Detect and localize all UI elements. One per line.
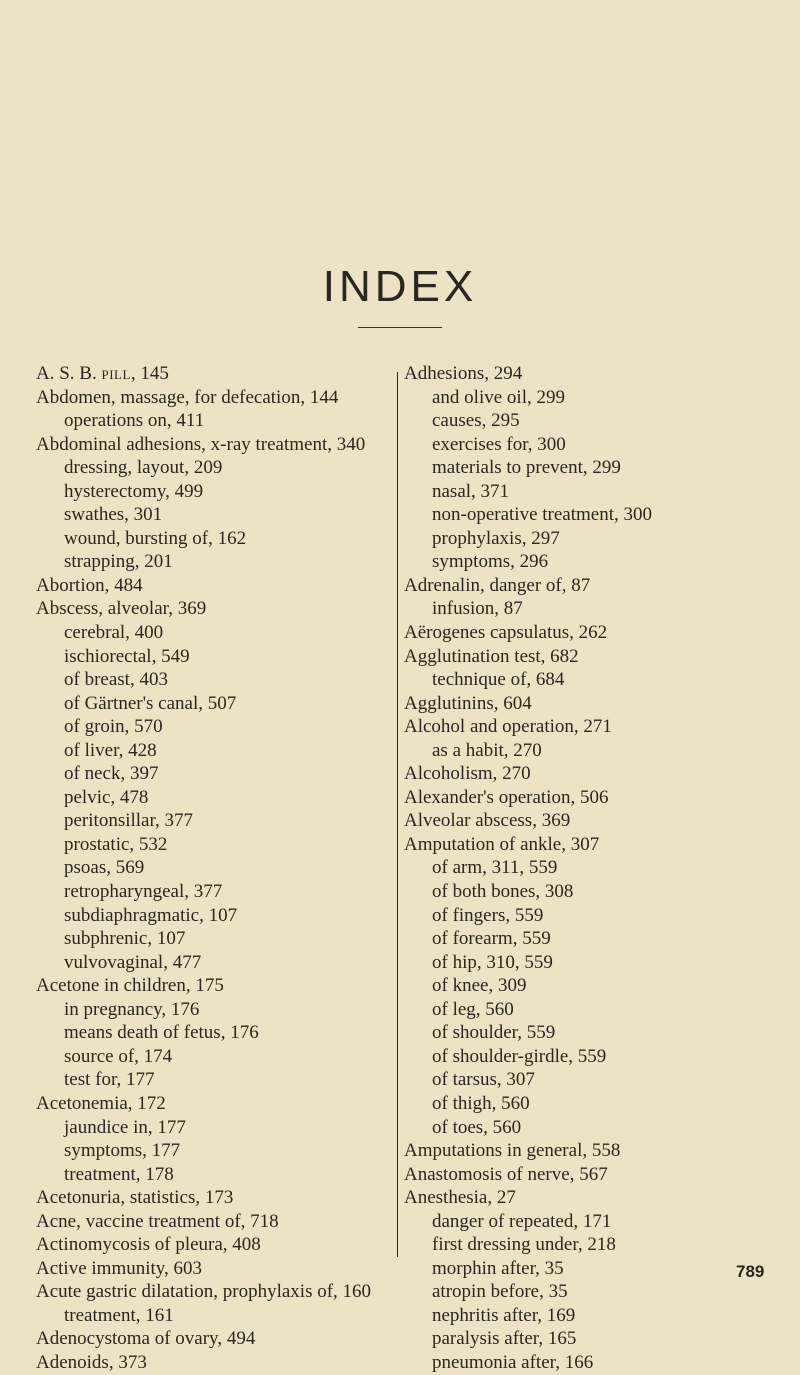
index-entry: of breast, 403 bbox=[64, 669, 168, 691]
index-entry: Alcohol and operation, 271 bbox=[404, 716, 612, 738]
index-entry: hysterectomy, 499 bbox=[64, 480, 204, 502]
index-entry: pneumonia after, 166 bbox=[432, 1351, 594, 1373]
title-rule bbox=[358, 327, 442, 328]
index-entry: causes, 295 bbox=[432, 410, 520, 432]
index-entry: Agglutinins, 604 bbox=[404, 692, 532, 714]
index-entry: Amputation of ankle, 307 bbox=[404, 833, 600, 855]
index-entry: of Gärtner's canal, 507 bbox=[64, 692, 237, 714]
index-entry: Alveolar abscess, 369 bbox=[404, 810, 571, 832]
index-entry: of fingers, 559 bbox=[432, 904, 544, 926]
index-entry: Acute gastric dilatation, prophylaxis of, 160 bbox=[36, 1281, 372, 1303]
index-entry: of tarsus, 307 bbox=[432, 1069, 535, 1091]
index-entry: of liver, 428 bbox=[64, 739, 157, 761]
index-entry: infusion, 87 bbox=[432, 598, 523, 620]
index-entry: source of, 174 bbox=[64, 1045, 173, 1067]
index-entry: Acetonemia, 172 bbox=[36, 1092, 166, 1114]
index-entry: Amputations in general, 558 bbox=[404, 1140, 621, 1162]
index-entry: treatment, 178 bbox=[64, 1163, 174, 1185]
index-entry: Abortion, 484 bbox=[36, 574, 143, 596]
index-entry: Alexander's operation, 506 bbox=[404, 786, 609, 808]
index-entry: Adenocystoma of ovary, 494 bbox=[36, 1328, 256, 1350]
index-entry: Abscess, alveolar, 369 bbox=[36, 598, 207, 620]
page-title: INDEX bbox=[322, 262, 478, 311]
index-entry: paralysis after, 165 bbox=[432, 1328, 577, 1350]
index-entry: jaundice in, 177 bbox=[64, 1116, 186, 1138]
column-divider bbox=[397, 372, 398, 1257]
index-entry: materials to prevent, 299 bbox=[432, 457, 621, 479]
index-entry: of arm, 311, 559 bbox=[432, 857, 558, 879]
index-entry: Aërogenes capsulatus, 262 bbox=[404, 622, 608, 644]
index-entry: ischiorectal, 549 bbox=[64, 645, 190, 667]
index-entry: Adhesions, 294 bbox=[404, 363, 523, 384]
index-entry: atropin before, 35 bbox=[432, 1281, 568, 1303]
index-entry: of groin, 570 bbox=[64, 716, 163, 738]
index-entry: of leg, 560 bbox=[432, 998, 514, 1020]
index-entry: treatment, 161 bbox=[64, 1304, 174, 1326]
page-number: 789 bbox=[736, 1262, 765, 1281]
index-entry: nephritis after, 169 bbox=[432, 1304, 576, 1326]
index-entry: first dressing under, 218 bbox=[432, 1234, 616, 1256]
index-entry: Anastomosis of nerve, 567 bbox=[404, 1163, 608, 1185]
index-entry: technique of, 684 bbox=[432, 669, 565, 691]
index-entry: Anesthesia, 27 bbox=[404, 1187, 516, 1209]
index-entry: non-operative treatment, 300 bbox=[432, 504, 653, 526]
index-entry: pelvic, 478 bbox=[64, 786, 149, 808]
index-column-left bbox=[36, 362, 396, 1375]
index-entry: and olive oil, 299 bbox=[432, 386, 565, 408]
index-entry: A. S. B. pill, 145 bbox=[36, 363, 169, 384]
index-entry: dressing, layout, 209 bbox=[64, 457, 223, 479]
index-entry: morphin after, 35 bbox=[432, 1257, 564, 1279]
index-entry: test for, 177 bbox=[64, 1069, 155, 1091]
index-entry: psoas, 569 bbox=[64, 857, 145, 879]
index-entry: of forearm, 559 bbox=[432, 928, 551, 950]
index-entry: swathes, 301 bbox=[64, 504, 163, 526]
index-entry: as a habit, 270 bbox=[432, 739, 542, 761]
index-entry: prophylaxis, 297 bbox=[432, 527, 560, 549]
index-entry: Acne, vaccine treatment of, 718 bbox=[36, 1210, 279, 1232]
index-entry: exercises for, 300 bbox=[432, 433, 566, 455]
index-entry: symptoms, 296 bbox=[432, 551, 549, 573]
index-entry: of toes, 560 bbox=[432, 1116, 522, 1138]
index-entry: Agglutination test, 682 bbox=[404, 645, 579, 667]
index-entry: Acetone in children, 175 bbox=[36, 975, 224, 997]
index-entry: subphrenic, 107 bbox=[64, 928, 186, 950]
index-entry: of hip, 310, 559 bbox=[432, 951, 553, 973]
index-entry: Actinomycosis of pleura, 408 bbox=[36, 1234, 261, 1256]
index-entry: vulvovaginal, 477 bbox=[64, 951, 202, 973]
index-entry: Adrenalin, danger of, 87 bbox=[404, 574, 591, 596]
index-entry: retropharyngeal, 377 bbox=[64, 881, 223, 903]
index-entry: strapping, 201 bbox=[64, 551, 173, 573]
index-entry: Abdomen, massage, for defecation, 144 bbox=[36, 386, 339, 408]
index-entry: of shoulder, 559 bbox=[432, 1022, 556, 1044]
index-entry: of thigh, 560 bbox=[432, 1092, 530, 1114]
index-entry: Active immunity, 603 bbox=[36, 1257, 203, 1279]
index-entry: operations on, 411 bbox=[64, 410, 205, 432]
index-column-right bbox=[404, 362, 744, 1375]
index-entry: Alcoholism, 270 bbox=[404, 763, 531, 785]
index-entry: of both bones, 308 bbox=[432, 881, 574, 903]
index-entry: of neck, 397 bbox=[64, 763, 159, 785]
index-entry: cerebral, 400 bbox=[64, 622, 164, 644]
index-entry: danger of repeated, 171 bbox=[432, 1210, 612, 1232]
index-entry: symptoms, 177 bbox=[64, 1140, 181, 1162]
index-entry: prostatic, 532 bbox=[64, 833, 168, 855]
index-entry: subdiaphragmatic, 107 bbox=[64, 904, 238, 926]
index-entry: of shoulder-girdle, 559 bbox=[432, 1045, 607, 1067]
index-entry: of knee, 309 bbox=[432, 975, 527, 997]
index-entry: Adenoids, 373 bbox=[36, 1351, 147, 1373]
index-entry: nasal, 371 bbox=[432, 480, 510, 502]
index-entry: means death of fetus, 176 bbox=[64, 1022, 259, 1044]
index-entry: in pregnancy, 176 bbox=[64, 998, 200, 1020]
index-entry: Acetonuria, statistics, 173 bbox=[36, 1187, 234, 1209]
index-entry: Abdominal adhesions, x-ray treatment, 340 bbox=[36, 433, 366, 455]
index-entry: peritonsillar, 377 bbox=[64, 810, 194, 832]
index-entry: wound, bursting of, 162 bbox=[64, 527, 247, 549]
